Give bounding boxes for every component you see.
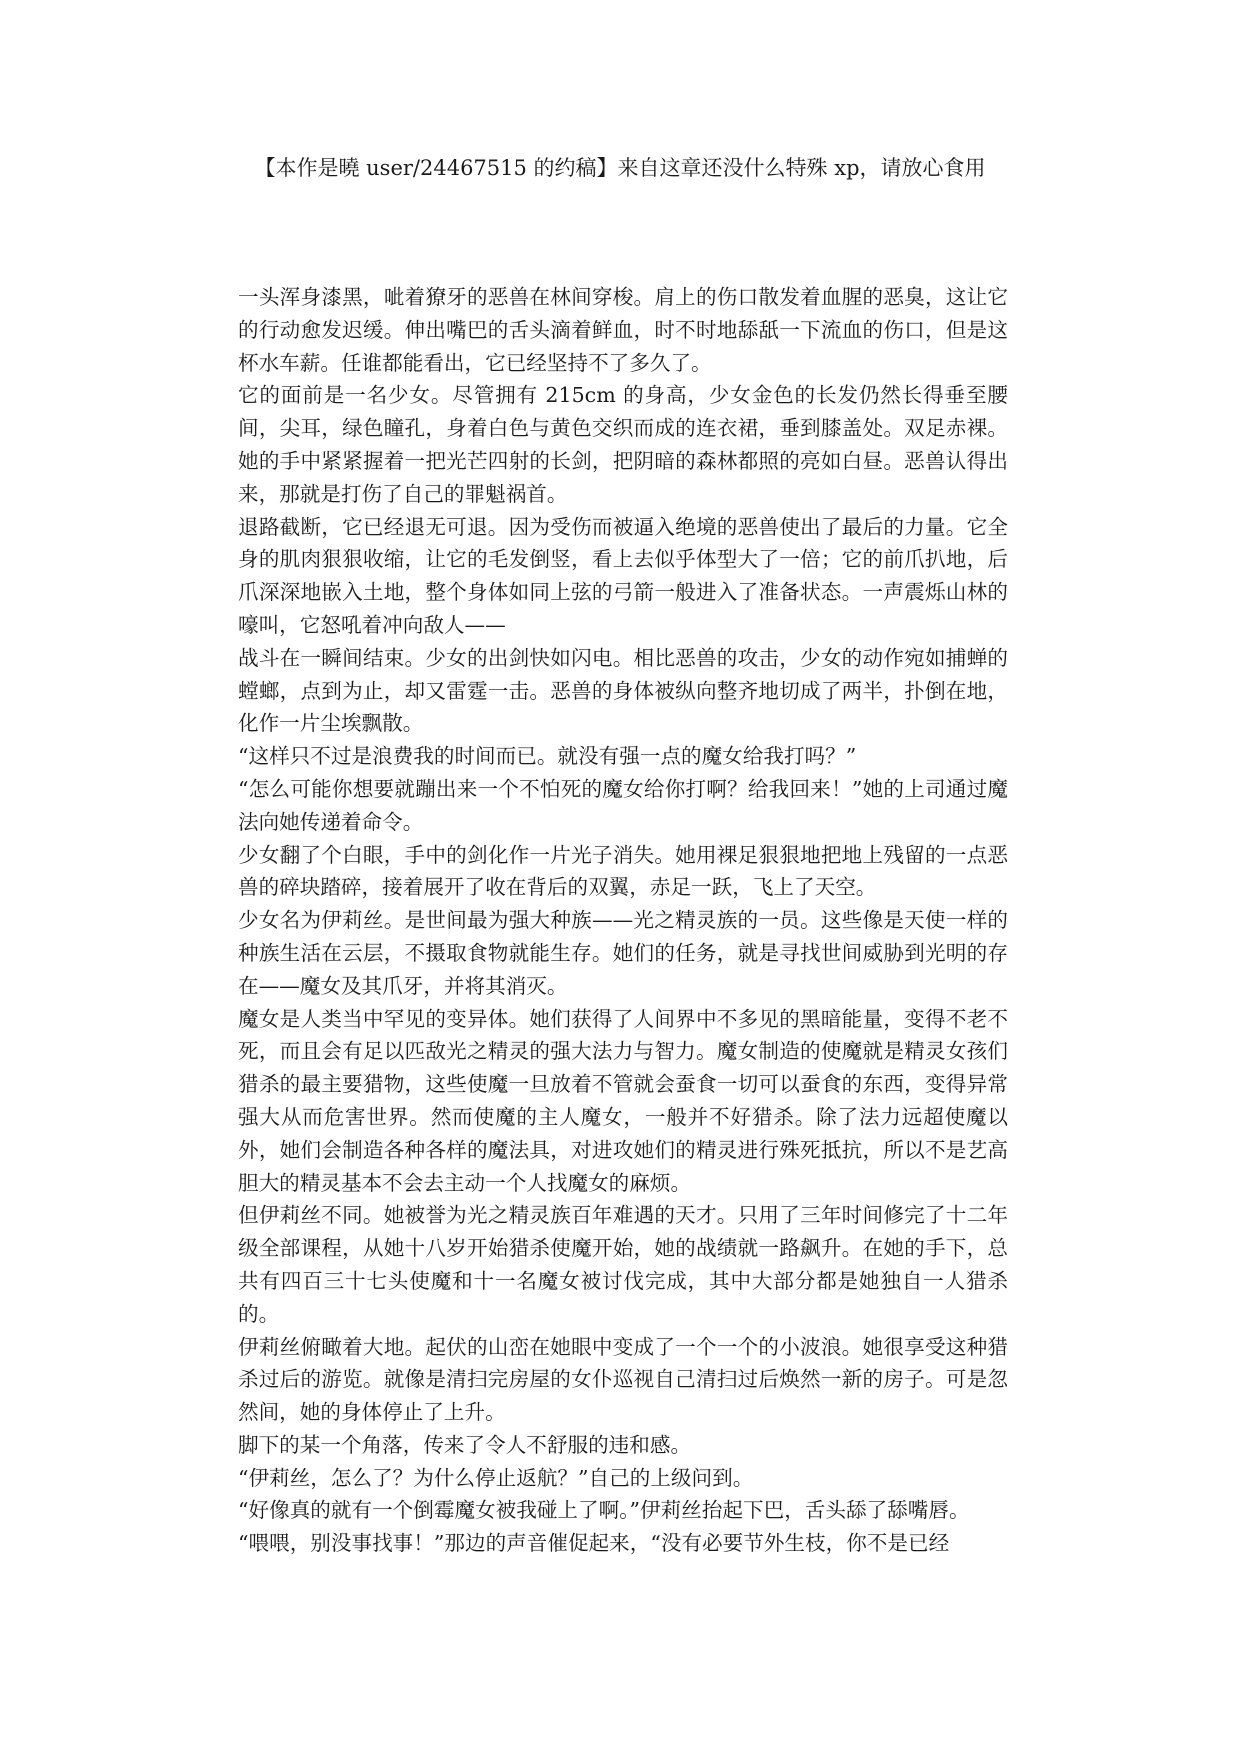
paragraph: 伊莉丝俯瞰着大地。起伏的山峦在她眼中变成了一个一个的小波浪。她很享受这种猎杀过后的游览。就像是清扫完房屋的女仆巡视自己清扫过后焕然一新的房子。可是忽然间，她的身体停止了上升。: [238, 1334, 1008, 1425]
paragraph: 退路截断，它已经退无可退。因为受伤而被逼入绝境的恶兽使出了最后的力量。它全身的肌肉狠狠收缩，让它的毛发倒竖，看上去似乎体型大了一倍；它的前爪扒地，后爪深深地嵌入土地，整个身体如同上弦的弓箭一般进入了准备状态。一声震烁山林的嚎叫，它怒吼着冲向敌人——: [238, 514, 1008, 637]
paragraph: “这样只不过是浪费我的时间而已。就没有强一点的魔女给我打吗？”: [238, 744, 857, 769]
paragraph: “喂喂，别没事找事！”那边的声音催促起来，“没有必要节外生枝，你不是已经: [238, 1531, 950, 1556]
paragraph: 但伊莉丝不同。她被誉为光之精灵族百年难遇的天才。只用了三年时间修完了十二年级全部课程，从她十八岁开始猎杀使魔开始，她的战绩就一路飙升。在她的手下，总共有四百三十七头使魔和十一名魔女被讨伐完成，其中大部分都是她独自一人猎杀的。: [238, 1203, 1008, 1326]
paragraph: 少女名为伊莉丝。是世间最为强大种族——光之精灵族的一员。这些像是天使一样的种族生活在云层，不摄取食物就能生存。她们的任务，就是寻找世间威胁到光明的存在——魔女及其爪牙，并将其消灭。: [238, 908, 1008, 998]
paragraph: “怎么可能你想要就蹦出来一个不怕死的魔女给你打啊？给我回来！”她的上司通过魔法向她传递着命令。: [238, 776, 1008, 834]
paragraph: “伊莉丝，怎么了？为什么停止返航？”自己的上级问到。: [238, 1465, 754, 1490]
paragraph: 脚下的某一个角落，传来了令人不舒服的违和感。: [238, 1432, 692, 1457]
paragraph: 战斗在一瞬间结束。少女的出剑快如闪电。相比恶兽的攻击，少女的动作宛如捕蝉的螳螂，点到为止，却又雷霆一击。恶兽的身体被纵向整齐地切成了两半，扑倒在地，化作一片尘埃飘散。: [238, 645, 1008, 736]
paragraph: “好像真的就有一个倒霉魔女被我碰上了啊。”伊莉丝抬起下巴，舌头舔了舔嘴唇。: [238, 1498, 970, 1523]
paragraph: 它的面前是一名少女。尽管拥有 215cm 的身高，少女金色的长发仍然长得垂至腰间，尖耳，绿色瞳孔，身着白色与黄色交织而成的连衣裙，垂到膝盖处。双足赤裸。她的手中紧紧握着一把光芒四射的长剑，把阴暗的森林都照的亮如白昼。恶兽认得出来，那就是打伤了自己的罪魁祸首。: [238, 383, 1008, 506]
paragraph: 一头浑身漆黑，呲着獠牙的恶兽在林间穿梭。肩上的伤口散发着血腥的恶臭，这让它的行动愈发迟缓。伸出嘴巴的舌头滴着鲜血，时不时地舔舐一下流血的伤口，但是这杯水车薪。任谁都能看出，它已经坚持不了多久了。: [238, 285, 1008, 375]
paragraph: 魔女是人类当中罕见的变异体。她们获得了人间界中不多见的黑暗能量，变得不老不死，而且会有足以匹敌光之精灵的强大法力与智力。魔女制造的使魔就是精灵女孩们猎杀的最主要猎物，这些使魔一旦放着不管就会蚕食一切可以蚕食的东西，变得异常强大从而危害世界。然而使魔的主人魔女，一般并不好猎杀。除了法力远超使魔以外，她们会制造各种各样的魔法具，对进攻她们的精灵进行殊死抵抗，所以不是艺高胆大的精灵基本不会去主动一个人找魔女的麻烦。: [238, 1006, 1008, 1195]
paragraph: 少女翻了个白眼，手中的剑化作一片光子消失。她用裸足狠狠地把地上残留的一点恶兽的碎块踏碎，接着展开了收在背后的双翼，赤足一跃，飞上了天空。: [238, 842, 1008, 900]
author-note: 【本作是曉 user/24467515 的约稿】来自这章还没什么特殊 xp，请放心食用: [254, 156, 986, 180]
story-body: [238, 281, 1008, 1560]
